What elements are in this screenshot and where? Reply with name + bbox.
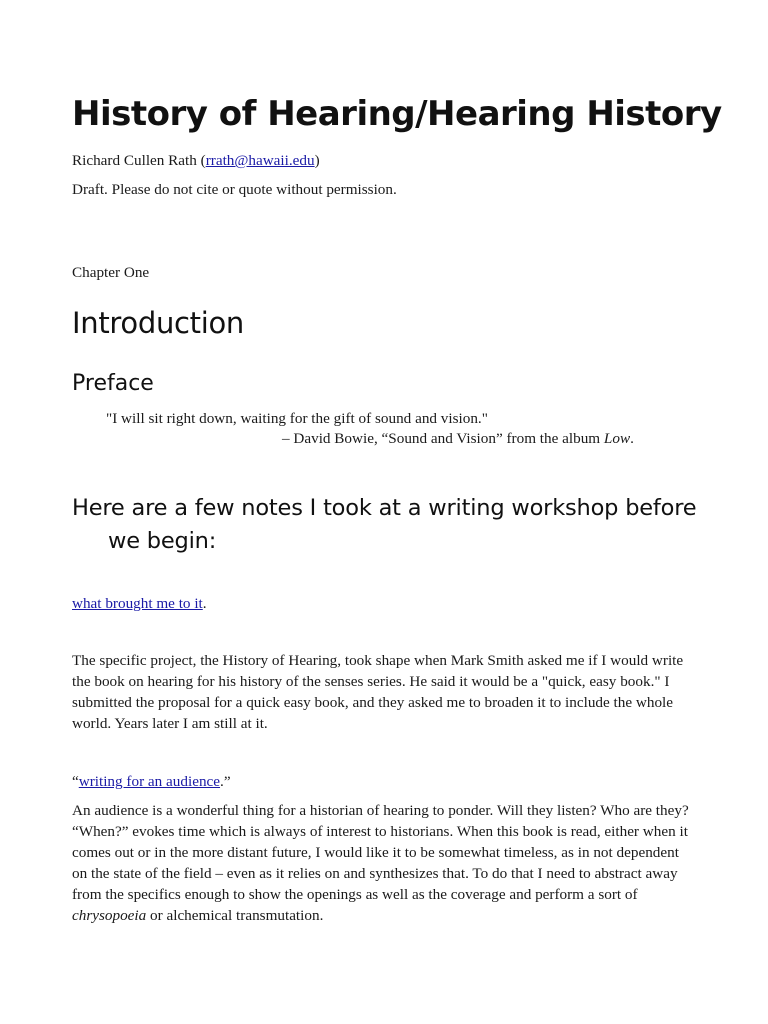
note-writing-for-audience	[72, 771, 231, 792]
chapter-label: Chapter One	[72, 264, 150, 281]
album-title: Low	[603, 430, 631, 447]
epigraph-attribution	[282, 428, 634, 449]
paragraph-audience	[72, 800, 696, 926]
author-name: Richard Cullen Rath	[72, 152, 197, 169]
draft-notice: Draft. Please do not cite or quote without permission.	[72, 181, 397, 198]
paragraph2-text-end: or alchemical transmutation.	[146, 907, 324, 924]
author-line	[72, 150, 320, 171]
section-heading: Introduction	[72, 306, 245, 340]
what-brought-me-link[interactable]: what brought me to it	[72, 595, 203, 612]
author-close-paren: )	[314, 152, 320, 169]
notes-heading: Here are a few notes I took at a writing workshop before we begin:	[72, 495, 697, 554]
paragraph2-text-start: An audience is a wonderful thing for a historian of hearing to ponder. Will they listen? Who are they? “When?” evokes time which is always of interest to historians. When this book is read, either when it comes out or in the more distant future, I would like it to be somewhat timeless, as in not dependent on the state of the field – even as it relies on and synthesizes that. To do that I need to abstract away from the specifics enough to show the openings as well as the coverage and perform a sort of	[72, 802, 689, 903]
note2-prefix: “	[72, 773, 79, 790]
chrysopoeia-term: chrysopoeia	[72, 907, 147, 924]
attribution-prefix: – David Bowie, “Sound and Vision” from the album	[282, 430, 604, 447]
note2-suffix: .”	[220, 773, 231, 790]
note-what-brought-me	[72, 593, 207, 614]
writing-for-audience-link[interactable]: writing for an audience	[78, 773, 221, 790]
author-open-paren: (	[196, 152, 206, 169]
epigraph-quote: "I will sit right down, waiting for the gift of sound and vision."	[106, 410, 488, 427]
note1-suffix: .	[202, 595, 207, 612]
paragraph-project-origin: The specific project, the History of Hearing, took shape when Mark Smith asked me if I would write the book on hearing for his history of the senses series. He said it would be a "quick, easy book." I submitted the proposal for a quick easy book, and they asked me to broaden it to include the whole world. Years later I am still at it.	[72, 652, 684, 732]
document-title: History of Hearing/Hearing History	[72, 94, 722, 134]
author-email-link[interactable]: rrath@hawaii.edu	[205, 152, 315, 169]
attribution-suffix: .	[630, 430, 634, 447]
subsection-heading: Preface	[72, 371, 154, 396]
